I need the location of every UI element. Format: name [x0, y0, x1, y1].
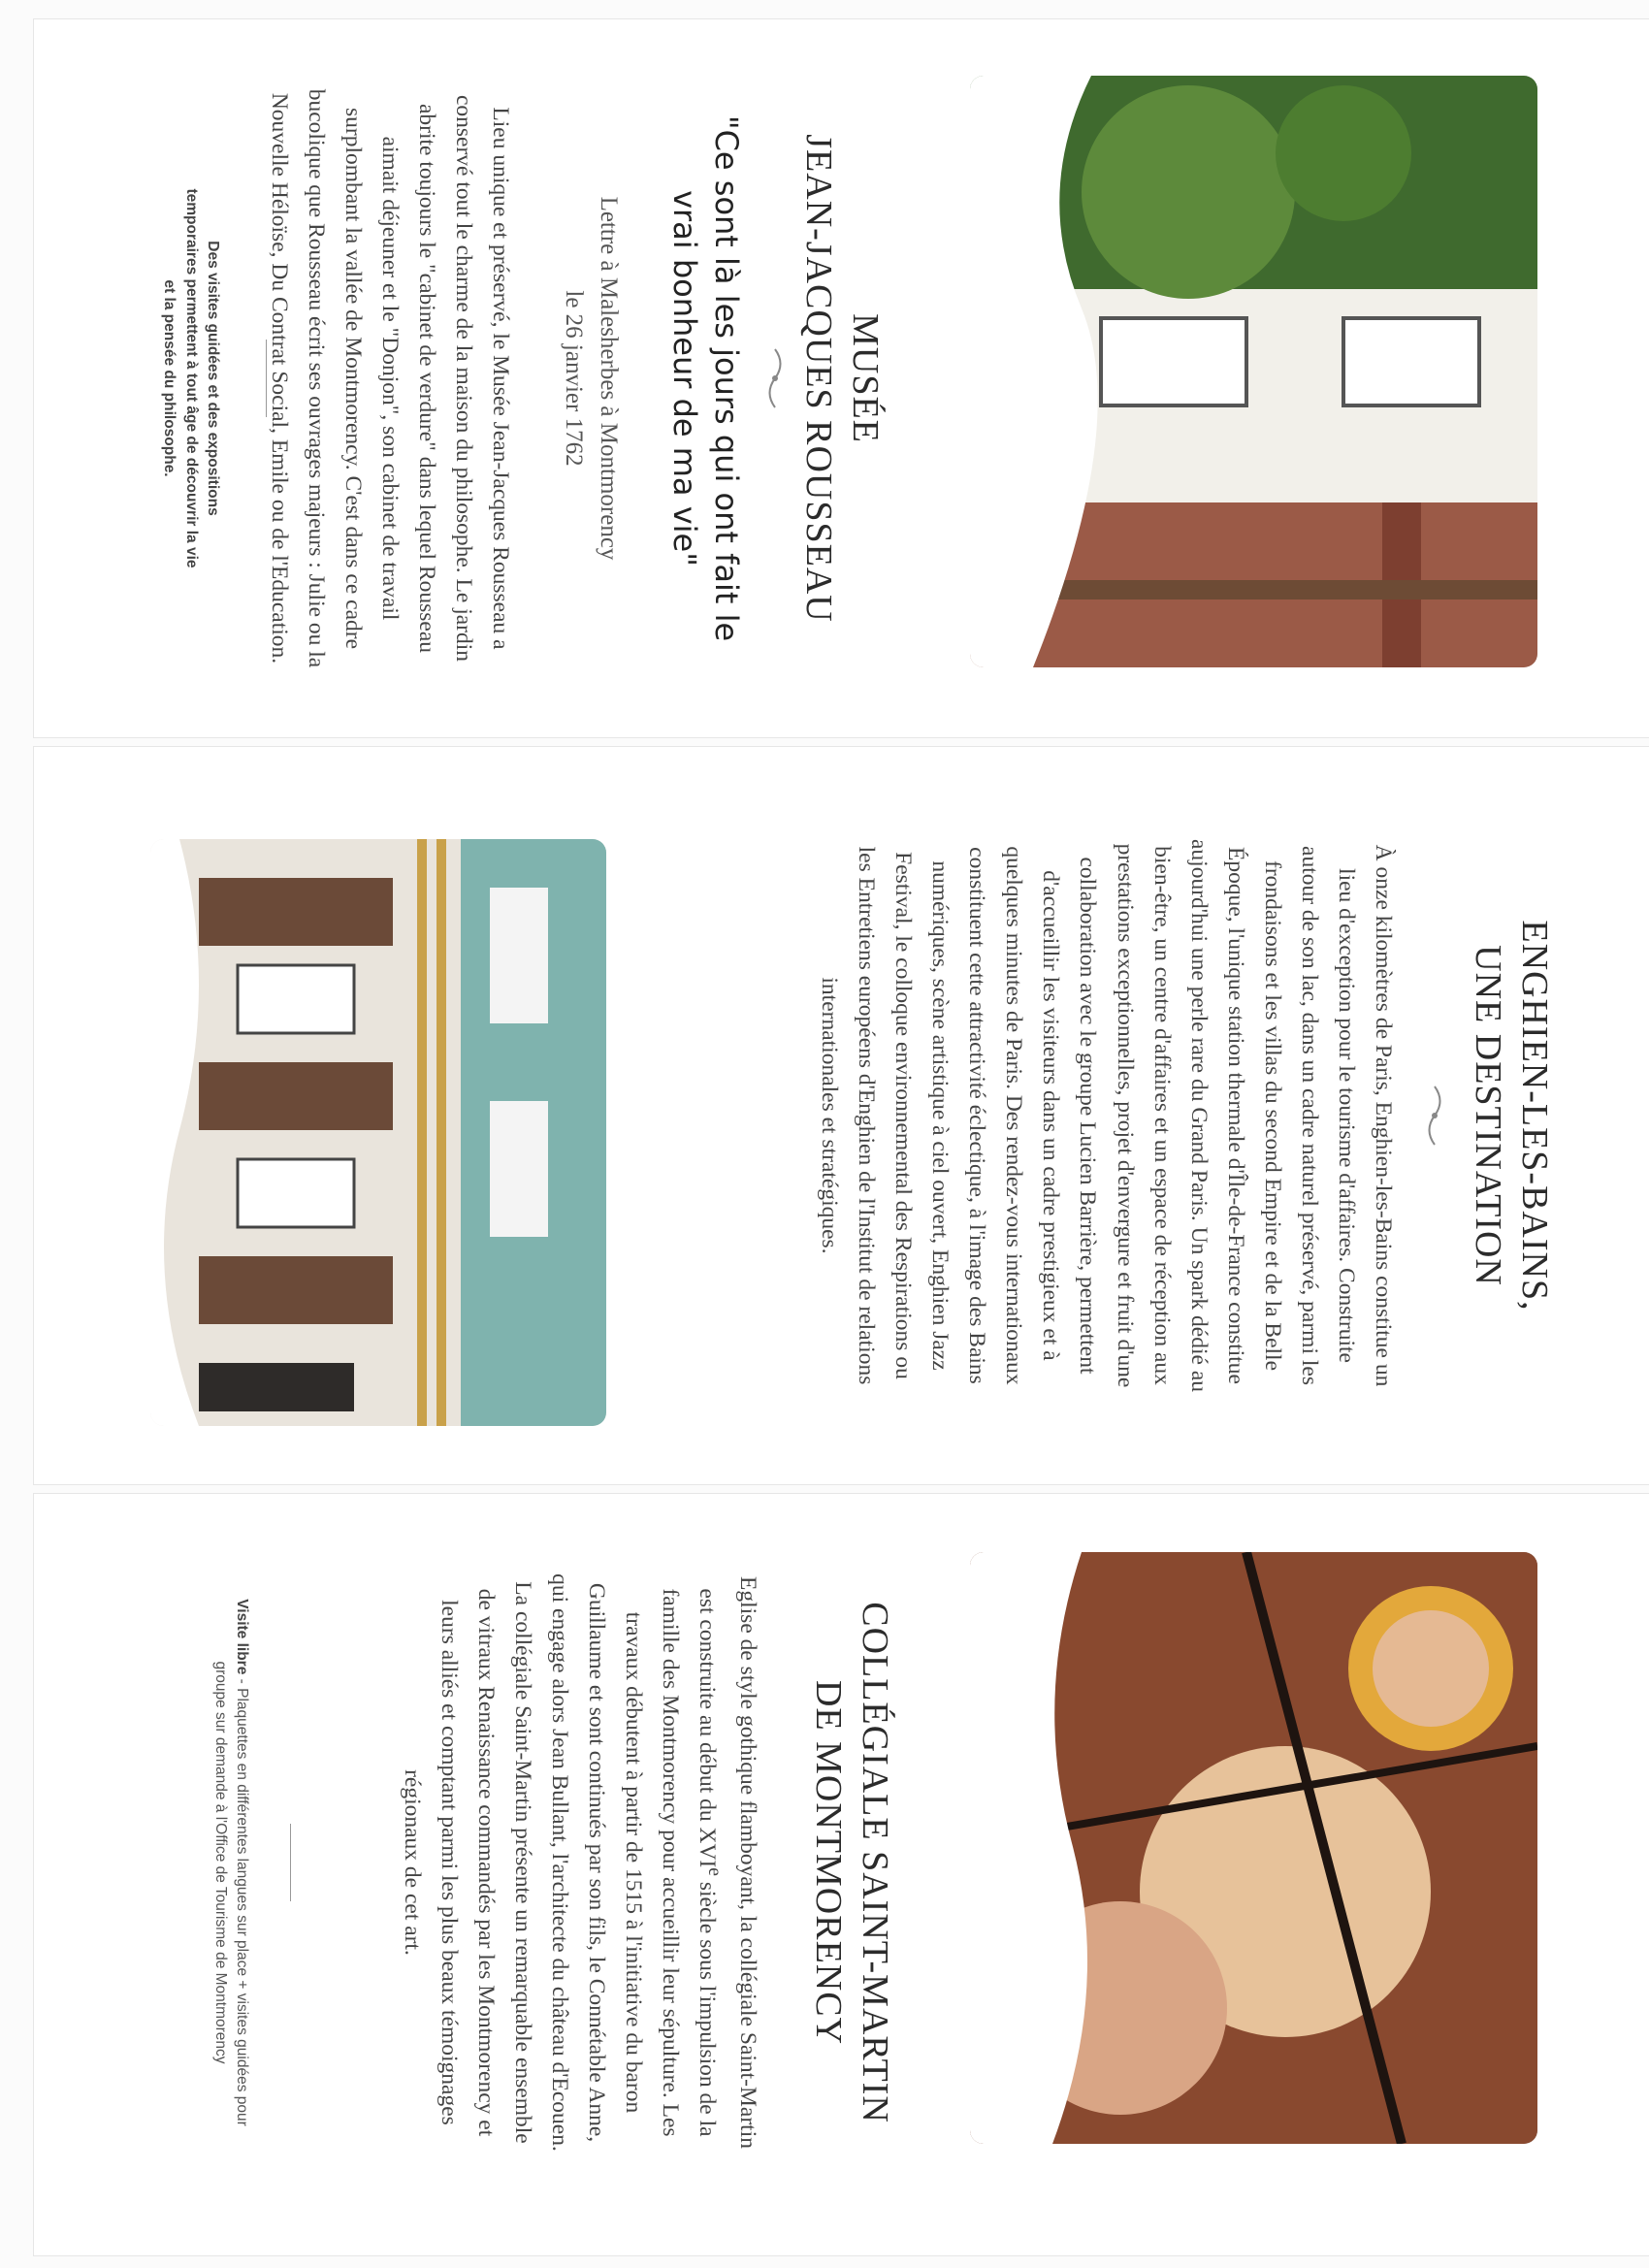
- collegiale-body-text: [394, 1571, 766, 2154]
- panel-collegiale-saint-martin: [34, 1494, 1649, 2255]
- collegiale-title: [805, 1562, 897, 2163]
- note-line1: Des visites guidées et des expositions: [205, 241, 221, 516]
- ornament-icon: [764, 344, 786, 412]
- collegiale-title-line1: COLLÉGIALE SAINT-MARTIN: [855, 1602, 895, 2123]
- collegiale-body-part2: siècle sous l'impulsion de la famille des Montmorency pour accueillir leur sépulture. Les travaux débutent à partir de 1515 à l'initiative du baron Guillaume et sont continués par son fils, le Connétable Anne, qui engage alors Jean Bullant, l'architecte du château d'Ecouen. La collégiale Saint-Martin présente un remarquable ensemble de vitraux Renaissance commandés par les Montmorency et leurs alliés et comptant parmi les plus beaux témoignages régionaux de cet art.: [399, 1573, 721, 2152]
- note-line2: temporaires permettent à tout âge de découvrir la vie: [182, 188, 200, 568]
- visit-note-text: - Plaquettes en différentes langues sur place + visites guidées pour groupe sur demande à l'Office de Tourisme de Montmorency: [211, 1661, 250, 2126]
- divider: [290, 1824, 291, 1901]
- letter-line2: le 26 janvier 1762: [560, 290, 587, 467]
- panel-enghien-les-bains: [34, 747, 1649, 1484]
- enghien-title-line2: UNE DESTINATION: [1468, 945, 1509, 1286]
- enghien-title-line1: ENGHIEN-LES-BAINS,: [1514, 920, 1555, 1312]
- rousseau-visit-note: [158, 136, 223, 621]
- enghien-body-text: À onze kilomètres de Paris, Enghien-les-Bains constitue un lieu d'exception pour le tourisme d'affaires. Construite autour de son lac, dans un cadre naturel préservé, parmi les frondaisons et les villas du second Empire et de la Belle Époque, l'unique station thermale d'Île-de-France constitue aujourd'hui une perle rare du Grand Paris. Un spark dédié au bien-être, un centre d'affaires et un espace de réception aux prestations exceptionnelles, projet d'envergure et fruit d'une collaboration avec le groupe Lucien Barrière, permettent d'accueillir les visiteurs dans un cadre prestigieux et à quelques minutes de Paris. Des rendez-vous internationaux constituent cette attractivité éclectique, à l'image des Bains numériques, scène artistique à ciel ouvert, Enghien Jazz Festival, le colloque environnemental des Respirations ou les Entretiens européens d'Enghien de l'Institut de relations internationales et stratégiques.: [817, 839, 1396, 1393]
- rousseau-title-line2: JEAN-JACQUES ROUSSEAU: [798, 134, 840, 623]
- ornament-icon: [1424, 1082, 1445, 1150]
- rousseau-title-line1: MUSÉE: [845, 313, 886, 443]
- stained-glass-photo: [970, 1552, 1537, 2144]
- divider: [266, 340, 267, 417]
- note-line3: et la pensée du philosophe.: [161, 279, 178, 477]
- letter-line1: Lettre à Malesherbes à Montmorency: [596, 196, 622, 561]
- rousseau-body-text: Lieu unique et préservé, le Musée Jean-Jacques Rousseau a conservé tout le charme de la maison du philosophe. Le jardin abrite toujours le "cabinet de verdure" dans lequel Rousseau aimait déjeuner et le "Donjon", son cabinet de travail surplombant la vallée de Montmorency. C'est dans ce cadre bucolique que Rousseau écrit ses ouvrages majeurs : Julie ou la Nouvelle Héloïse, Du Contrat Social, Emile ou de l'Education.: [266, 88, 513, 668]
- century-superscript: e: [703, 1867, 725, 1876]
- collegiale-visit-note: [209, 1581, 252, 2144]
- panel-musee-rousseau: [34, 19, 1649, 737]
- rousseau-quote: "Ce sont là les jours qui ont fait le vrai bonheur de ma vie": [665, 114, 745, 642]
- collegiale-body-part1: Eglise de style gothique flamboyant, la collégiale Saint-Martin est construite au début du XVI: [695, 1576, 760, 2149]
- rousseau-title: [795, 97, 888, 660]
- collegiale-title-line2: DE MONTMORENCY: [808, 1679, 850, 2046]
- spa-pool-photo: [150, 839, 606, 1426]
- enghien-title: [1465, 854, 1557, 1377]
- visit-note-label: Visite libre: [234, 1599, 250, 1675]
- rousseau-letter-ref: [556, 97, 627, 660]
- rousseau-house-photo: [970, 76, 1537, 667]
